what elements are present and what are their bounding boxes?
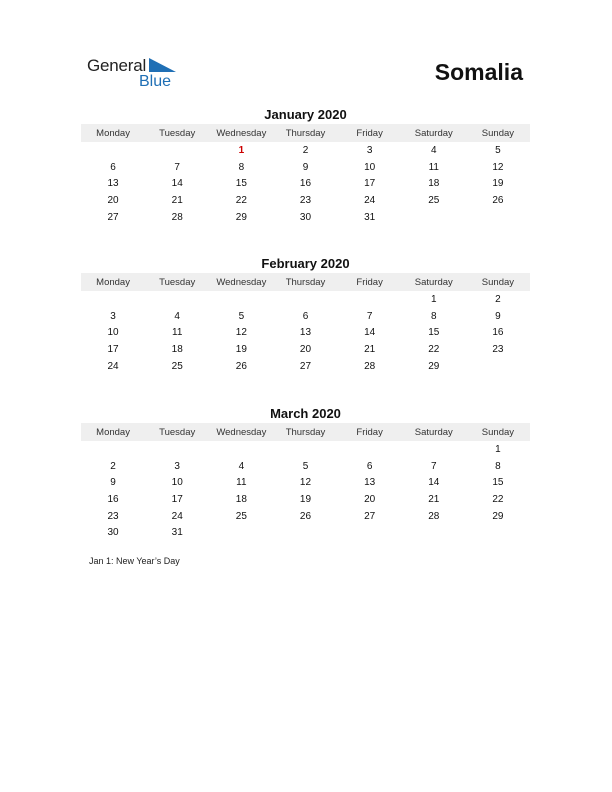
day-cell: 11 <box>428 161 439 173</box>
day-cell: 4 <box>430 145 437 156</box>
day-cell: 25 <box>171 360 183 372</box>
day-cell: 15 <box>428 327 440 339</box>
day-cell: 31 <box>364 211 376 223</box>
day-cell-empty <box>145 143 209 160</box>
day-cell: 17 <box>107 344 119 356</box>
day-cell: 3 <box>110 310 116 322</box>
day-cell: 14 <box>171 178 183 190</box>
country-title: Somalia <box>434 59 523 85</box>
flag-triangle-icon <box>149 58 177 74</box>
weekday-label: Friday <box>356 276 383 288</box>
month-title: January 2020 <box>264 107 347 122</box>
day-cell-empty <box>338 525 402 542</box>
day-cell: 29 <box>428 360 440 372</box>
day-cell-empty <box>466 525 530 542</box>
day-cell: 5 <box>302 460 309 472</box>
day-cell: 1 <box>238 145 245 156</box>
day-cell: 14 <box>428 477 440 489</box>
weekday-label: Friday <box>356 127 383 139</box>
weekday-label: Monday <box>96 127 130 139</box>
day-cell: 26 <box>299 510 312 522</box>
day-cell: 23 <box>492 344 504 356</box>
day-cell: 6 <box>366 460 373 472</box>
day-cell: 19 <box>235 344 247 356</box>
day-cell: 4 <box>174 310 180 322</box>
day-cell: 19 <box>299 494 312 506</box>
day-cell: 30 <box>107 527 119 539</box>
logo <box>87 56 187 92</box>
day-cell: 25 <box>428 195 440 207</box>
day-cell: 2 <box>495 294 501 305</box>
day-cell: 9 <box>495 310 501 322</box>
day-cell: 13 <box>107 178 119 190</box>
day-cell-empty <box>402 525 466 542</box>
day-cell: 19 <box>492 178 504 190</box>
day-cell: 7 <box>174 161 180 173</box>
day-cell: 27 <box>364 510 376 522</box>
day-cell-empty <box>338 292 402 309</box>
weekday-label: Thursday <box>285 127 326 139</box>
day-cell: 22 <box>428 344 440 356</box>
weekday-label: Tuesday <box>159 127 196 139</box>
day-cell: 16 <box>107 494 119 506</box>
weekday-header <box>81 124 530 142</box>
day-cell: 7 <box>366 310 373 322</box>
day-cell: 10 <box>107 327 119 339</box>
month-february <box>81 256 530 375</box>
day-cell: 20 <box>364 494 376 506</box>
day-cell: 2 <box>110 460 116 472</box>
day-cell: 12 <box>299 477 312 489</box>
day-cell: 12 <box>492 161 504 173</box>
day-cell-empty <box>466 210 530 227</box>
day-cell: 26 <box>492 195 504 207</box>
day-cell-empty <box>209 442 273 459</box>
day-cell-empty <box>273 442 337 459</box>
day-cell: 8 <box>430 310 437 322</box>
day-cell: 6 <box>302 310 309 322</box>
weekday-label: Sunday <box>481 127 515 139</box>
day-cell: 9 <box>302 161 309 173</box>
weekday-header <box>81 273 530 291</box>
weekday-label: Sunday <box>481 276 515 288</box>
day-cell-empty <box>402 442 466 459</box>
day-cell: 23 <box>299 195 312 207</box>
logo-text-blue: Blue <box>139 73 172 90</box>
day-cell: 15 <box>492 477 504 489</box>
holiday-note: Jan 1: New Year’s Day <box>89 556 180 566</box>
day-cell: 18 <box>235 494 247 506</box>
day-cell: 21 <box>428 494 440 506</box>
day-cell-empty <box>273 292 337 309</box>
day-cell-empty <box>209 292 273 309</box>
day-cell: 28 <box>428 510 440 522</box>
weekday-label: Thursday <box>285 276 326 288</box>
day-cell: 20 <box>299 344 312 356</box>
weekday-label: Monday <box>96 426 130 438</box>
day-cell: 27 <box>107 211 119 223</box>
day-cell: 10 <box>171 477 183 489</box>
day-grid <box>81 143 530 226</box>
month-title: March 2020 <box>270 406 341 421</box>
day-cell: 17 <box>364 178 376 190</box>
day-cell-empty <box>145 442 209 459</box>
day-cell-empty <box>145 292 209 309</box>
weekday-label: Saturday <box>414 426 453 438</box>
weekday-label: Saturday <box>414 276 453 288</box>
weekday-label: Thursday <box>285 426 326 438</box>
day-cell: 3 <box>366 145 373 156</box>
day-cell: 27 <box>299 360 312 372</box>
day-cell: 18 <box>171 344 183 356</box>
day-cell-empty <box>466 359 530 376</box>
day-cell: 9 <box>110 477 116 489</box>
day-cell: 5 <box>495 145 501 156</box>
day-cell: 7 <box>430 460 437 472</box>
day-cell: 4 <box>238 460 245 472</box>
day-cell-empty <box>81 442 145 459</box>
day-cell: 14 <box>364 327 376 339</box>
day-cell: 28 <box>171 211 183 223</box>
day-cell: 31 <box>171 527 183 539</box>
holiday-notes <box>89 556 180 566</box>
day-cell: 5 <box>238 310 245 322</box>
month-march <box>81 406 530 542</box>
day-cell: 8 <box>495 460 501 472</box>
weekday-label: Wednesday <box>216 276 267 288</box>
day-cell-empty <box>273 525 337 542</box>
weekday-label: Friday <box>356 426 383 438</box>
weekday-label: Monday <box>96 276 130 288</box>
day-cell: 18 <box>428 178 440 190</box>
day-cell: 11 <box>172 327 183 339</box>
month-january <box>81 107 530 226</box>
day-cell-empty <box>338 442 402 459</box>
weekday-label: Tuesday <box>159 276 196 288</box>
weekday-label: Wednesday <box>216 426 267 438</box>
day-cell: 10 <box>364 161 376 173</box>
weekday-label: Wednesday <box>216 127 267 139</box>
day-cell: 25 <box>235 510 247 522</box>
day-cell: 3 <box>174 460 180 472</box>
day-cell: 24 <box>171 510 183 522</box>
day-cell-empty <box>81 143 145 160</box>
day-cell-empty <box>402 210 466 227</box>
day-cell: 29 <box>235 211 247 223</box>
day-cell: 1 <box>430 294 437 305</box>
day-cell-empty <box>209 525 273 542</box>
day-cell: 24 <box>364 195 376 207</box>
day-cell: 30 <box>299 211 312 223</box>
day-cell: 16 <box>492 327 504 339</box>
day-cell: 11 <box>236 477 247 489</box>
day-cell: 22 <box>492 494 504 506</box>
day-cell: 13 <box>299 327 312 339</box>
day-cell: 21 <box>171 195 183 207</box>
day-cell-empty <box>81 292 145 309</box>
day-cell: 26 <box>235 360 247 372</box>
day-cell: 12 <box>235 327 247 339</box>
weekday-header <box>81 423 530 441</box>
day-cell: 20 <box>107 195 119 207</box>
day-cell: 22 <box>235 195 247 207</box>
day-cell: 17 <box>171 494 183 506</box>
day-cell: 8 <box>238 161 245 173</box>
day-cell: 23 <box>107 510 119 522</box>
day-cell: 15 <box>235 178 247 190</box>
weekday-label: Sunday <box>481 426 515 438</box>
month-title: February 2020 <box>261 256 350 271</box>
day-cell: 16 <box>299 178 312 190</box>
weekday-label: Tuesday <box>159 426 196 438</box>
day-cell: 29 <box>492 510 504 522</box>
day-cell: 13 <box>364 477 376 489</box>
day-cell: 24 <box>107 360 119 372</box>
day-cell: 1 <box>495 444 501 455</box>
day-cell: 21 <box>364 344 376 356</box>
day-grid <box>81 442 530 542</box>
day-grid <box>81 292 530 375</box>
day-cell: 6 <box>110 161 116 173</box>
weekday-label: Saturday <box>414 127 453 139</box>
day-cell: 28 <box>364 360 376 372</box>
logo-text-general: General <box>87 56 147 75</box>
day-cell: 2 <box>302 145 309 156</box>
